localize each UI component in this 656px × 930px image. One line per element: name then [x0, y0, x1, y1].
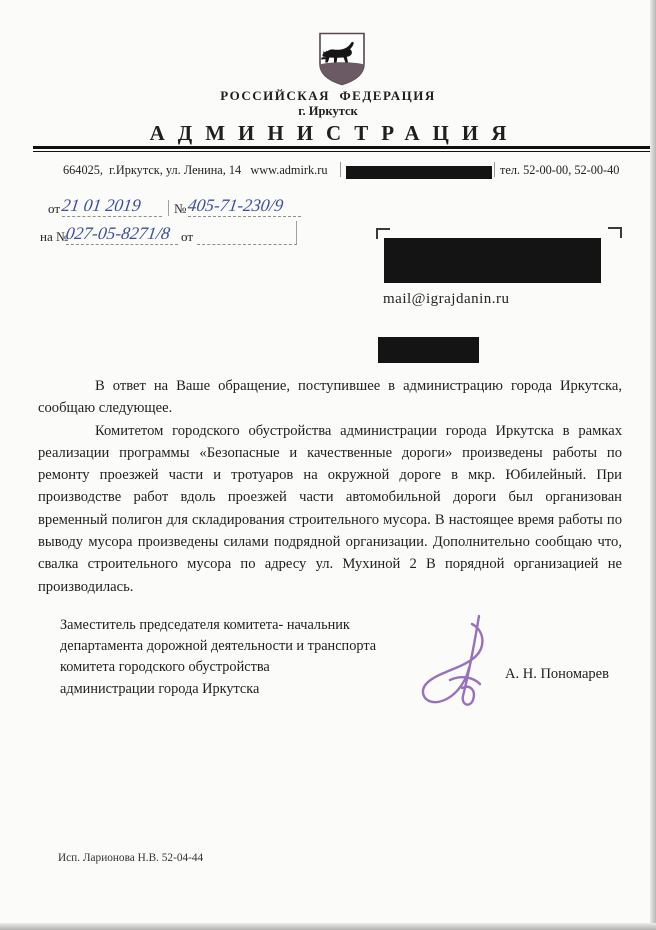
recipient-box-corner-right — [608, 227, 622, 238]
irkutsk-babr-coat-of-arms-icon — [317, 32, 367, 86]
body-paragraph: Комитетом городского обустройства администрации города Иркутска в рамках реализации программы «Безопасные и качественные дороги» произведены работы по ремонту проезжей части и тротуаров на окружной дороге в мкр. Юбилейный. При производстве работ вдоль проезжей части автомобильной дороги был организован временный полигон для складирования строительного мусора. В настоящее время работы по выводу мусора произведены силами подрядной организации. Дополнительно сообщаю что, свалка строительного мусора по адресу ул. Мухиной 2 В порядной организацией не производилась. — [38, 422, 622, 595]
signer-title-line: комитета городского обустройства — [60, 659, 270, 676]
number-label: № — [174, 201, 187, 216]
country-title: РОССИЙСКАЯ ФЕДЕРАЦИЯ — [220, 88, 436, 103]
scan-edge-bottom — [0, 923, 656, 930]
reply-label: на № — [40, 229, 69, 244]
city-title: г. Иркутск — [298, 104, 358, 118]
redaction-bar-below-email — [378, 337, 479, 363]
handwritten-reply-number: 027-05-8271/8 — [64, 223, 172, 243]
signer-name: А. Н. Пономарев — [505, 666, 609, 682]
header-divider — [33, 146, 651, 152]
letter-body — [38, 375, 622, 598]
handwritten-signature-icon — [412, 610, 504, 710]
field-separator — [168, 200, 169, 216]
recipient-email: mail@igrajdanin.ru — [383, 291, 510, 307]
header-separator — [340, 162, 341, 177]
date-field — [62, 193, 162, 217]
executor-line: Исп. Ларионова Н.В. 52-04-44 — [58, 852, 204, 864]
organization-title: АДМИНИСТРАЦИЯ — [149, 121, 520, 145]
reply-number-field — [66, 221, 178, 245]
redaction-box-recipient — [384, 238, 601, 283]
signer-title-line: администрации города Иркутска — [60, 680, 260, 697]
handwritten-date: 21 01 2019 — [60, 195, 143, 215]
number-field — [188, 193, 301, 217]
handwritten-number: 405-71-230/9 — [186, 195, 285, 215]
reply-date-label: от — [181, 229, 194, 244]
scan-edge-right — [650, 0, 656, 930]
phone-line: тел. 52-00-00, 52-00-40 — [500, 163, 620, 177]
signer-title-line: департамента дорожной деятельности и транспорта — [60, 638, 377, 655]
redaction-bar-header — [346, 166, 492, 179]
body-paragraph: В ответ на Ваше обращение, поступившее в администрацию города Иркутска, сообщаю следующее. — [38, 378, 622, 417]
signer-title-line: Заместитель председателя комитета- начальник — [60, 617, 350, 633]
header-separator — [494, 162, 495, 177]
postal-address: 664025, г.Иркутск, ул. Ленина, 14 www.admirk.ru — [63, 163, 328, 177]
reply-date-field — [197, 221, 297, 245]
date-label: от — [48, 201, 61, 216]
